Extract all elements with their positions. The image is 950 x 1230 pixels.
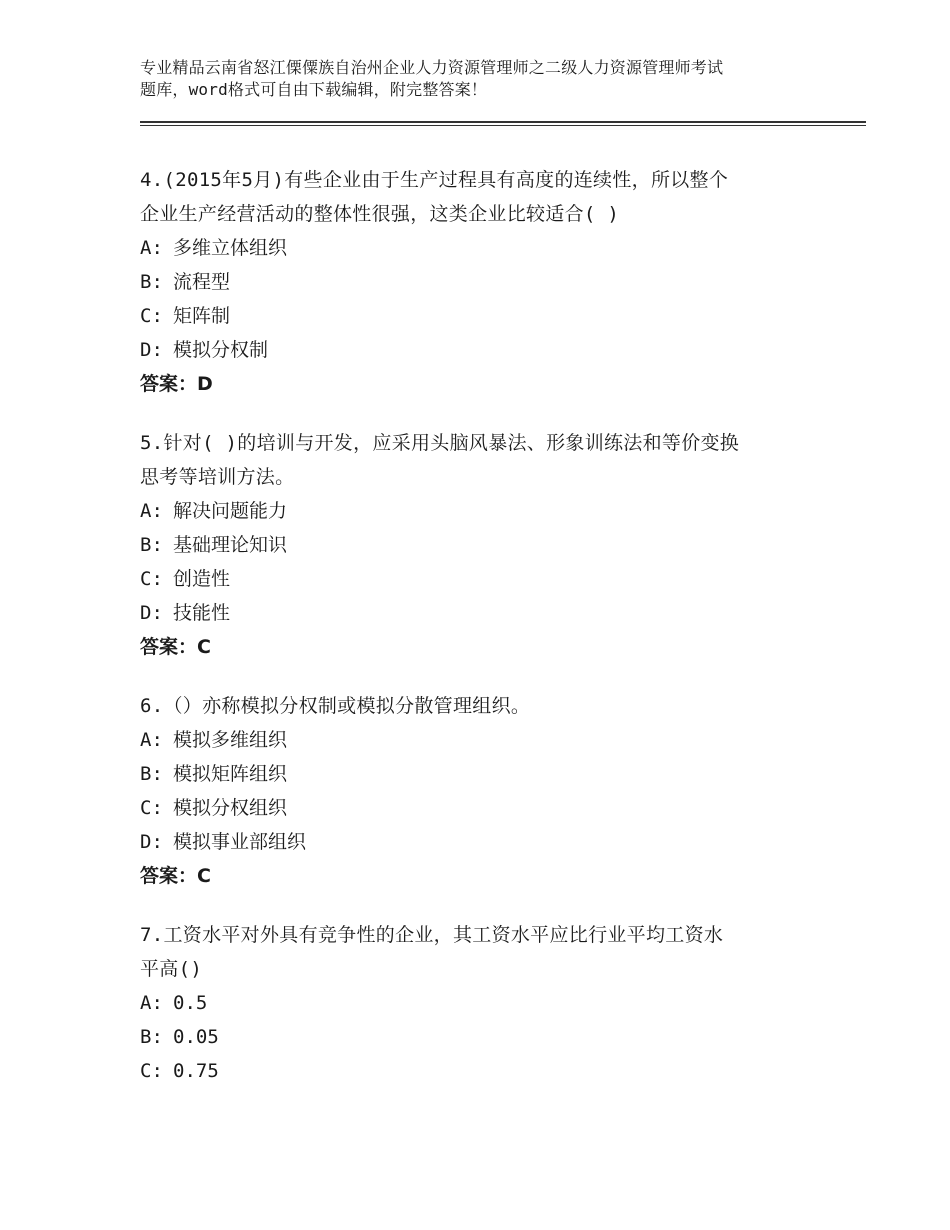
question-text-line: 7.工资水平对外具有竞争性的企业，其工资水平应比行业平均工资水	[140, 924, 724, 946]
answer-option	[140, 825, 840, 859]
option-text: 创造性	[173, 568, 231, 590]
answer-option	[140, 757, 840, 791]
header-line-2: 题库，word格式可自由下载编辑，附完整答案！	[140, 80, 488, 99]
question-text-line: 5.针对( )的培训与开发，应采用头脑风暴法、形象训练法和等价变换	[140, 432, 740, 454]
answer-key: 答案：C	[140, 636, 211, 658]
header-divider-thick	[140, 121, 866, 123]
option-text: 0.75	[173, 1060, 219, 1082]
question-text-line: 6.（）亦称模拟分权制或模拟分散管理组织。	[140, 695, 531, 717]
option-text: 模拟分权组织	[173, 797, 288, 819]
document-header	[140, 57, 830, 101]
option-text: 0.5	[173, 992, 208, 1014]
option-letter: A:	[140, 237, 163, 259]
option-text: 模拟矩阵组织	[173, 763, 288, 785]
answer-option	[140, 791, 840, 825]
question-text-line: 企业生产经营活动的整体性很强，这类企业比较适合( )	[140, 203, 620, 225]
question-text-line: 4.(2015年5月)有些企业由于生产过程具有高度的连续性，所以整个	[140, 169, 729, 191]
option-letter: C:	[140, 568, 163, 590]
option-text: 流程型	[173, 271, 231, 293]
answer-key: 答案：C	[140, 865, 211, 887]
option-letter: D:	[140, 602, 163, 624]
answer-option	[140, 333, 840, 367]
option-letter: C:	[140, 797, 163, 819]
answer-option	[140, 299, 840, 333]
option-text: 解决问题能力	[173, 500, 288, 522]
answer-option	[140, 596, 840, 630]
question-text-line: 思考等培训方法。	[140, 466, 295, 488]
option-text: 技能性	[173, 602, 231, 624]
answer-option	[140, 1054, 840, 1088]
option-letter: B:	[140, 271, 163, 293]
option-letter: B:	[140, 534, 163, 556]
answer-option	[140, 723, 840, 757]
option-text: 模拟多维组织	[173, 729, 288, 751]
question-block	[140, 426, 840, 664]
question-text-line: 平高()	[140, 958, 203, 980]
option-text: 模拟事业部组织	[173, 831, 307, 853]
question-block	[140, 689, 840, 893]
answer-option	[140, 528, 840, 562]
option-text: 矩阵制	[173, 305, 231, 327]
option-text: 0.05	[173, 1026, 219, 1048]
option-letter: D:	[140, 831, 163, 853]
answer-option	[140, 986, 840, 1020]
answer-key: 答案：D	[140, 373, 213, 395]
option-letter: B:	[140, 763, 163, 785]
answer-option	[140, 494, 840, 528]
question-block	[140, 918, 840, 1088]
option-letter: C:	[140, 305, 163, 327]
question-block	[140, 163, 840, 401]
option-letter: A:	[140, 500, 163, 522]
option-letter: A:	[140, 992, 163, 1014]
option-letter: B:	[140, 1026, 163, 1048]
answer-option	[140, 562, 840, 596]
answer-option	[140, 231, 840, 265]
answer-option	[140, 265, 840, 299]
answer-option	[140, 1020, 840, 1054]
question-list	[140, 163, 840, 1113]
option-text: 模拟分权制	[173, 339, 269, 361]
option-letter: A:	[140, 729, 163, 751]
option-text: 多维立体组织	[173, 237, 288, 259]
option-letter: D:	[140, 339, 163, 361]
header-line-1: 专业精品云南省怒江傈僳族自治州企业人力资源管理师之二级人力资源管理师考试	[140, 58, 724, 77]
option-letter: C:	[140, 1060, 163, 1082]
header-divider-thin	[140, 125, 866, 126]
option-text: 基础理论知识	[173, 534, 288, 556]
